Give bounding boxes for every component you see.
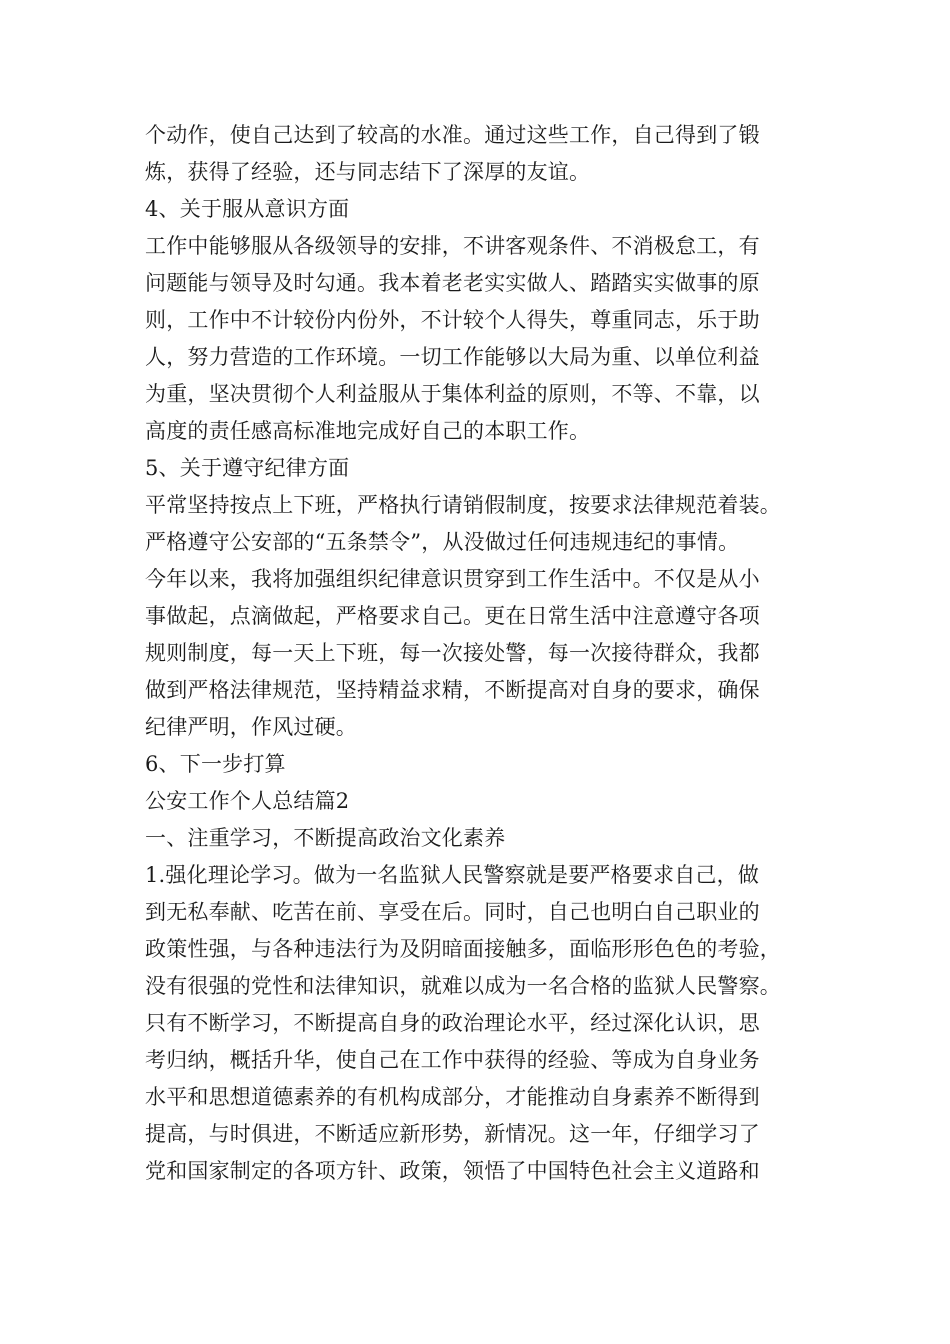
text-line: 纪律严明，作风过硬。 <box>145 715 357 739</box>
document-body <box>145 117 835 1190</box>
text-line: 规则制度，每一天上下班，每一次接处警，每一次接待群众，我都 <box>145 641 760 665</box>
text-line: 个动作，使自己达到了较高的水准。通过这些工作，自己得到了锻 <box>145 123 760 147</box>
text-line: 事做起，点滴做起，严格要求自己。更在日常生活中注意遵守各项 <box>145 604 760 628</box>
section-heading: 一、注重学习，不断提高政治文化素养 <box>145 826 506 850</box>
text-line: 炼，获得了经验，还与同志结下了深厚的友谊。 <box>145 160 591 184</box>
text-line: 严格遵守公安部的“五条禁令”，从没做过任何违规违纪的事情。 <box>145 530 740 554</box>
text-line: 问题能与领导及时勾通。我本着老老实实做人、踏踏实实做事的原 <box>145 271 760 295</box>
text-line: 工作中能够服从各级领导的安排，不讲客观条件、不消极怠工，有 <box>145 234 760 258</box>
text-line: 人，努力营造的工作环境。一切工作能够以大局为重、以单位利益 <box>145 345 760 369</box>
text-line: 政策性强，与各种违法行为及阴暗面接触多，面临形形色色的考验， <box>145 937 781 961</box>
text-line: 则，工作中不计较份内份外，不计较个人得失，尊重同志，乐于助 <box>145 308 760 332</box>
text-line: 没有很强的党性和法律知识，就难以成为一名合格的监狱人民警察。 <box>145 974 781 998</box>
text-line: 高度的责任感高标准地完成好自己的本职工作。 <box>145 419 591 443</box>
text-line: 到无私奉献、吃苦在前、享受在后。同时，自己也明白自己职业的 <box>145 900 760 924</box>
section-heading: 6、下一步打算 <box>145 752 286 776</box>
text-line: 做到严格法律规范，坚持精益求精，不断提高对自身的要求，确保 <box>145 678 760 702</box>
text-line: 今年以来，我将加强组织纪律意识贯穿到工作生活中。不仅是从小 <box>145 567 760 591</box>
text-line: 党和国家制定的各项方针、政策，领悟了中国特色社会主义道路和 <box>145 1159 760 1183</box>
text-line: 只有不断学习，不断提高自身的政治理论水平，经过深化认识，思 <box>145 1011 760 1035</box>
section-heading: 5、关于遵守纪律方面 <box>145 456 350 480</box>
section-heading: 4、关于服从意识方面 <box>145 197 350 221</box>
article-title: 公安工作个人总结篇2 <box>145 789 350 813</box>
text-line: 为重，坚决贯彻个人利益服从于集体利益的原则，不等、不靠，以 <box>145 382 760 406</box>
text-line: 平常坚持按点上下班，严格执行请销假制度，按要求法律规范着装。 <box>145 493 781 517</box>
text-line: 水平和思想道德素养的有机构成部分，才能推动自身素养不断得到 <box>145 1085 760 1109</box>
text-line: 考归纳，概括升华，使自己在工作中获得的经验、等成为自身业务 <box>145 1048 760 1072</box>
text-line: 提高，与时俱进，不断适应新形势，新情况。这一年，仔细学习了 <box>145 1122 760 1146</box>
text-line: 1.强化理论学习。做为一名监狱人民警察就是要严格要求自己，做 <box>145 863 760 887</box>
